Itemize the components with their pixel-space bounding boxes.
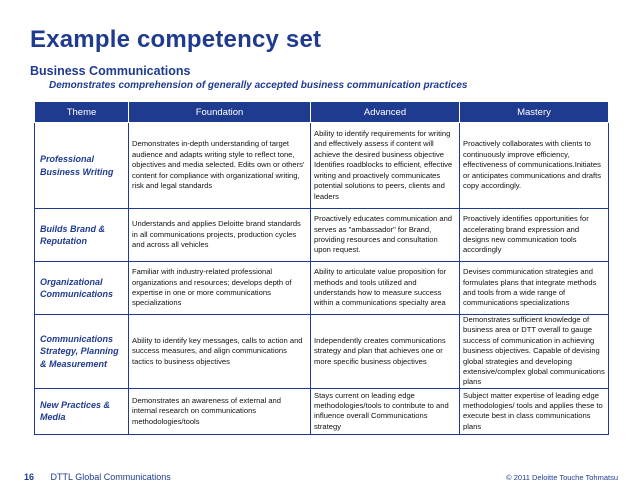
footer-left	[24, 472, 171, 482]
foundation-cell: Understands and applies Deloitte brand standards in all communications projects, production cycles and across all vehicles	[129, 209, 311, 262]
page-title: Example competency set	[30, 26, 322, 53]
theme-cell: New Practices & Media	[35, 388, 129, 434]
table-header-row	[35, 102, 609, 123]
mastery-cell: Proactively identifies opportunities for accelerating brand expression and designs new communication tools accordingly	[460, 209, 609, 262]
header-foundation: Foundation	[129, 102, 311, 123]
advanced-cell: Stays current on leading edge methodologies/tools to contribute to and influence overall Communications strategy	[311, 388, 460, 434]
advanced-cell: Proactively educates communication and serves as "ambassador" for Brand, providing resources and consultation upon request.	[311, 209, 460, 262]
section-subtitle: Business Communications	[30, 64, 191, 78]
table-row	[35, 315, 609, 389]
header-advanced: Advanced	[311, 102, 460, 123]
table-row	[35, 388, 609, 434]
table-row	[35, 209, 609, 262]
theme-cell: Builds Brand & Reputation	[35, 209, 129, 262]
mastery-cell: Devises communication strategies and formulates plans that integrate methods and tools from a wide range of communications specializations	[460, 262, 609, 315]
section-description: Demonstrates comprehension of generally accepted business communication practices	[49, 80, 468, 91]
header-theme: Theme	[35, 102, 129, 123]
advanced-cell: Independently creates communications strategy and plan that achieves one or more specific business objectives	[311, 315, 460, 389]
competency-table	[34, 101, 609, 435]
foundation-cell: Demonstrates in-depth understanding of target audience and adapts writing style to reflect tone, objectives and media selected. Edits own or others' content for compliance with organizational writing, risk and legal standards	[129, 123, 311, 209]
foundation-cell: Familiar with industry-related professional organizations and resources; develops depth of expertise in one or more communications specializations	[129, 262, 311, 315]
mastery-cell: Proactively collaborates with clients to continuously improve efficiency, effectiveness of communications.Initiates or anticipates communications and drafts copy accordingly.	[460, 123, 609, 209]
footer-source: DTTL Global Communications	[50, 472, 171, 482]
theme-cell: Professional Business Writing	[35, 123, 129, 209]
foundation-cell: Ability to identify key messages, calls to action and success measures, and align communications tactics to business objectives	[129, 315, 311, 389]
footer-copyright: © 2011 Deloitte Touche Tohmatsu	[506, 473, 618, 482]
table-row	[35, 262, 609, 315]
theme-cell: Organizational Communications	[35, 262, 129, 315]
table-row	[35, 123, 609, 209]
advanced-cell: Ability to articulate value proposition for methods and tools utilized and understands how to measure success within a communications specialty area	[311, 262, 460, 315]
header-mastery: Mastery	[460, 102, 609, 123]
page-number: 16	[24, 472, 35, 482]
foundation-cell: Demonstrates an awareness of external and internal research on communications methodologies/tools	[129, 388, 311, 434]
mastery-cell: Demonstrates sufficient knowledge of business area or DTT overall to gauge success of communication in achieving business objectives. Capable of devising global strategies and developing extensive/complex global communications plans	[460, 315, 609, 389]
mastery-cell: Subject matter expertise of leading edge methodologies/ tools and applies these to execute best in class communications plans	[460, 388, 609, 434]
theme-cell: Communications Strategy, Planning & Measurement	[35, 315, 129, 389]
advanced-cell: Ability to identify requirements for writing and effectively assess if content will achieve the desired business objective Identifies roadblocks to efficient, effective writing and proactively communicates potential solutions to peers, clients and leaders	[311, 123, 460, 209]
